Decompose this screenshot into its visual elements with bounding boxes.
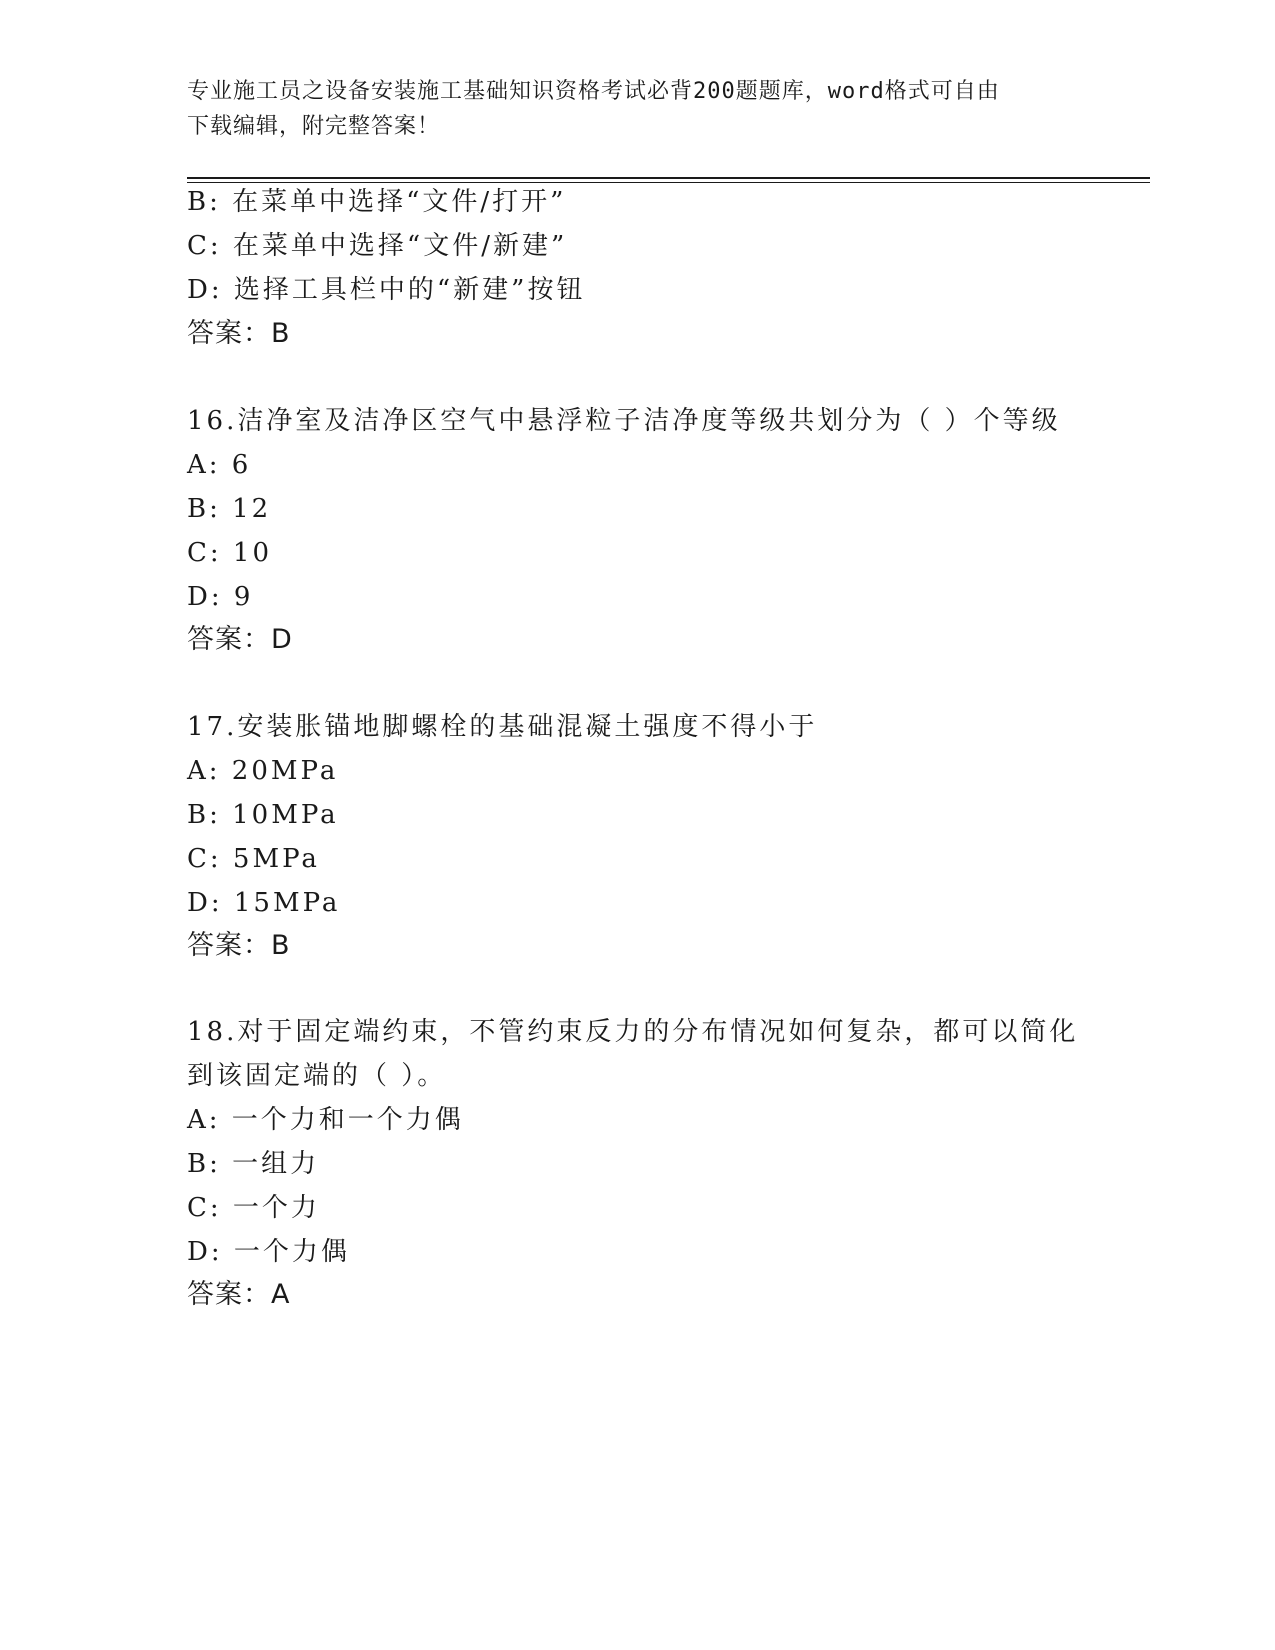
q15-option-b: B: 在菜单中选择“文件/打开” <box>187 187 567 217</box>
q16-answer: 答案：D <box>187 624 293 655</box>
header-line-2: 下载编辑，附完整答案！ <box>187 114 441 139</box>
q17-question: 17.安装胀锚地脚螺栓的基础混凝土强度不得小于 <box>187 712 818 742</box>
q15-answer: 答案：B <box>187 318 291 349</box>
q18-option-d: D: 一个力偶 <box>187 1237 350 1267</box>
q18-option-b: B: 一组力 <box>187 1149 320 1179</box>
q16-question: 16.洁净室及洁净区空气中悬浮粒子洁净度等级共划分为（ ）个等级 <box>187 406 1061 436</box>
header-line-1: 专业施工员之设备安装施工基础知识资格考试必背200题题库，word格式可自由 <box>187 79 1000 104</box>
q16-option-a: A: 6 <box>187 450 252 480</box>
q18-question-line-2: 到该固定端的（ ）。 <box>187 1061 447 1091</box>
q17-option-d: D: 15MPa <box>187 888 341 918</box>
q15-option-c: C: 在菜单中选择“文件/新建” <box>187 231 568 261</box>
q18-answer: 答案：A <box>187 1279 291 1310</box>
q15-option-d: D: 选择工具栏中的“新建”按钮 <box>187 275 586 305</box>
q17-option-a: A: 20MPa <box>187 756 339 786</box>
q18-option-c: C: 一个力 <box>187 1193 320 1223</box>
q17-option-c: C: 5MPa <box>187 844 320 874</box>
q18-question-line-1: 18.对于固定端约束，不管约束反力的分布情况如何复杂，都可以简化 <box>187 1017 1079 1047</box>
header-divider-thick <box>187 177 1150 179</box>
q18-option-a: A: 一个力和一个力偶 <box>187 1105 464 1135</box>
q16-option-d: D: 9 <box>187 582 254 612</box>
header-divider-thin <box>187 182 1150 183</box>
q16-option-b: B: 12 <box>187 494 272 524</box>
q16-option-c: C: 10 <box>187 538 273 568</box>
document-header <box>187 74 1087 144</box>
q17-option-b: B: 10MPa <box>187 800 339 830</box>
q17-answer: 答案：B <box>187 930 291 961</box>
